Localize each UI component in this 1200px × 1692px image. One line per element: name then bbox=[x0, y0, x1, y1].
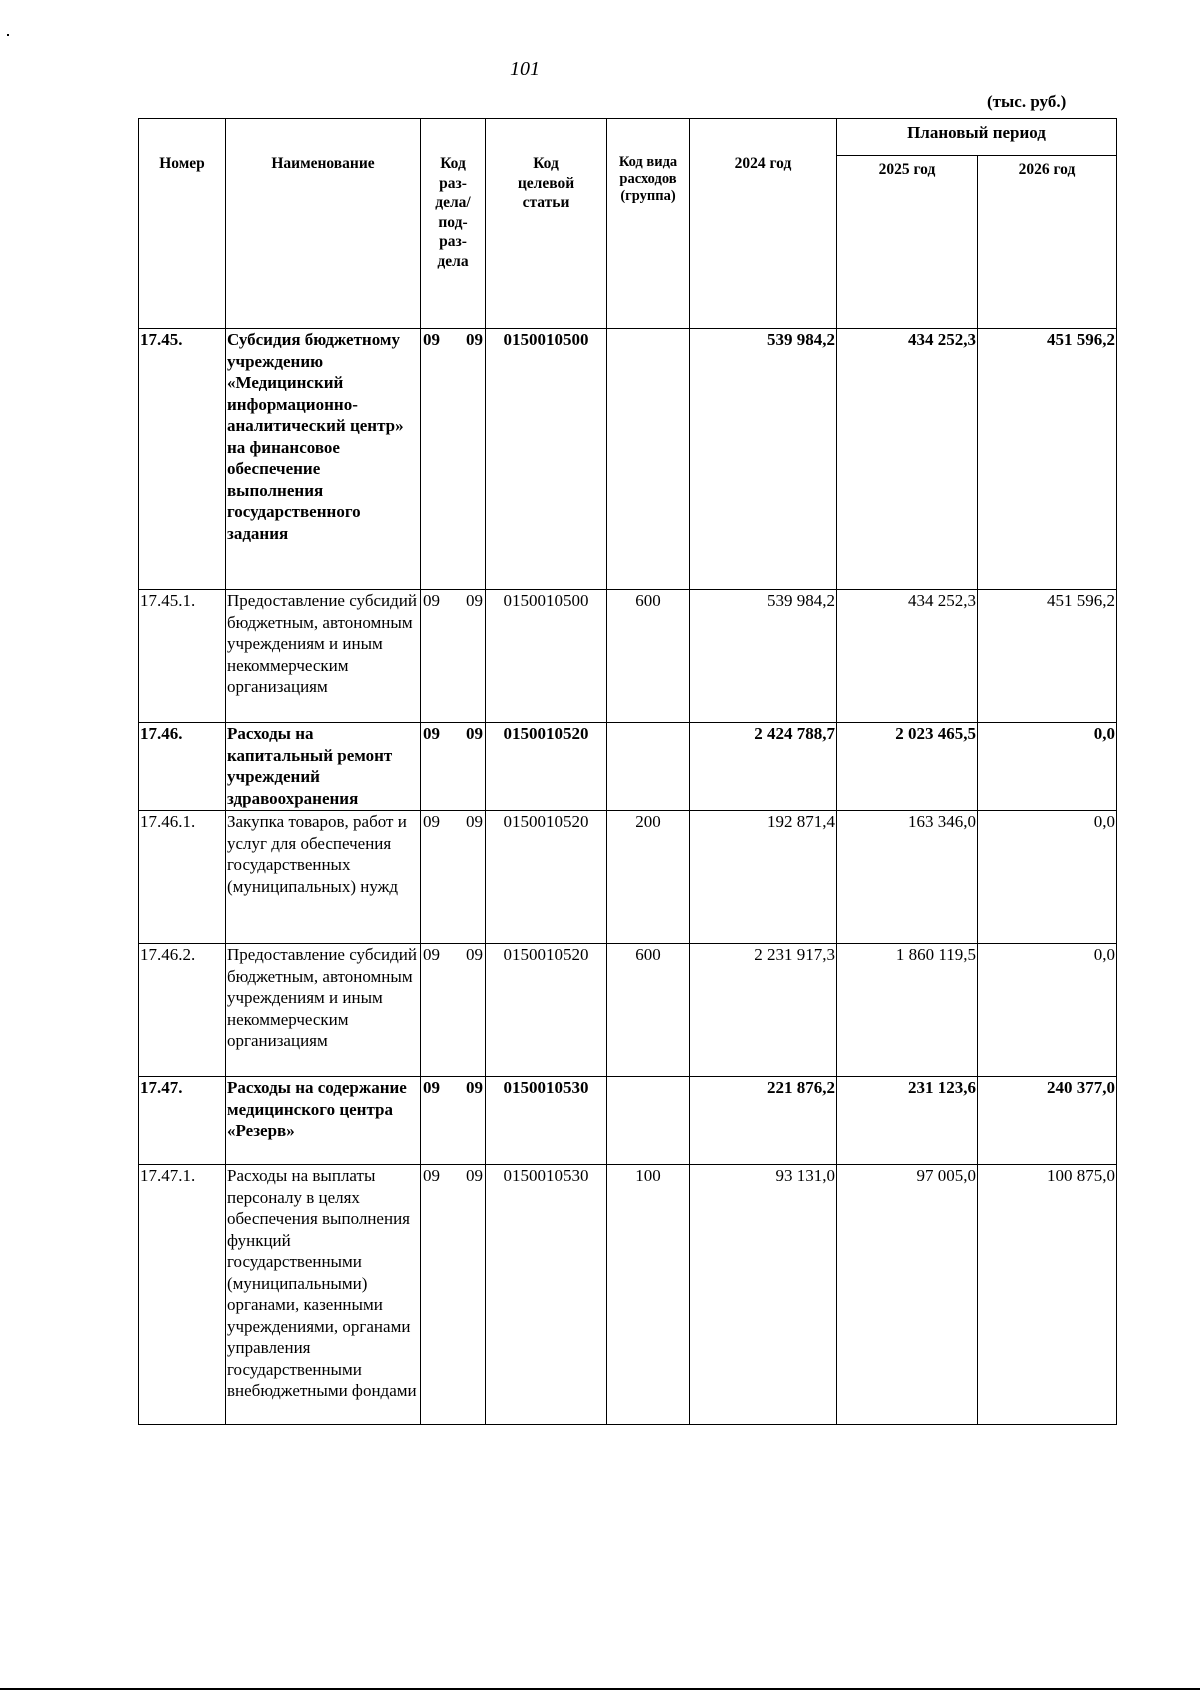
row-value-2025: 2 023 465,5 bbox=[837, 723, 978, 811]
row-target-code: 0150010520 bbox=[486, 723, 607, 811]
row-value-2024: 2 424 788,7 bbox=[690, 723, 837, 811]
row-expense-type: 600 bbox=[607, 590, 690, 723]
row-name: Расходы на содержание медицинского центра «Резерв» bbox=[226, 1077, 421, 1165]
table-row bbox=[139, 590, 1117, 723]
row-podrazdel: 09 bbox=[466, 1078, 483, 1097]
row-name: Расходы на капитальный ремонт учреждений здравоохранения bbox=[226, 723, 421, 811]
row-name: Расходы на выплаты персоналу в целях обеспечения выполнения функций государственными (муниципальными) органами, казенными учреждениями, органами управления государственными внебюджетными фондами bbox=[226, 1165, 421, 1425]
row-value-2024: 221 876,2 bbox=[690, 1077, 837, 1165]
row-number: 17.46.2. bbox=[139, 944, 226, 1077]
row-value-2026: 0,0 bbox=[978, 723, 1117, 811]
row-section-code bbox=[421, 1165, 486, 1425]
row-number: 17.47. bbox=[139, 1077, 226, 1165]
row-target-code: 0150010520 bbox=[486, 811, 607, 944]
row-expense-type bbox=[607, 723, 690, 811]
table-row bbox=[139, 811, 1117, 944]
row-expense-type: 100 bbox=[607, 1165, 690, 1425]
header-target-code: Код целевой статьи bbox=[486, 119, 607, 329]
table-row bbox=[139, 1165, 1117, 1425]
row-razdel: 09 bbox=[423, 724, 440, 743]
row-podrazdel: 09 bbox=[466, 591, 483, 610]
row-value-2024: 539 984,2 bbox=[690, 329, 837, 590]
page-number: 101 bbox=[510, 58, 540, 80]
row-target-code: 0150010530 bbox=[486, 1077, 607, 1165]
table-body bbox=[139, 329, 1117, 1425]
table-row bbox=[139, 723, 1117, 811]
budget-table bbox=[138, 118, 1117, 1425]
header-number: Номер bbox=[139, 119, 226, 329]
row-target-code: 0150010500 bbox=[486, 590, 607, 723]
row-value-2025: 1 860 119,5 bbox=[837, 944, 978, 1077]
bottom-rule bbox=[0, 1688, 1200, 1690]
row-section-code bbox=[421, 329, 486, 590]
table-row bbox=[139, 329, 1117, 590]
scan-dot bbox=[7, 34, 9, 36]
row-section-code bbox=[421, 811, 486, 944]
row-target-code: 0150010500 bbox=[486, 329, 607, 590]
header-row bbox=[139, 119, 1117, 156]
header-2024: 2024 год bbox=[690, 119, 837, 329]
row-value-2024: 93 131,0 bbox=[690, 1165, 837, 1425]
header-expense-type: Код вида расходов (группа) bbox=[607, 119, 690, 329]
header-2025: 2025 год bbox=[837, 156, 978, 329]
row-target-code: 0150010530 bbox=[486, 1165, 607, 1425]
row-value-2025: 163 346,0 bbox=[837, 811, 978, 944]
header-section-code: Код раз- дела/ под- раз- дела bbox=[421, 119, 486, 329]
row-value-2025: 231 123,6 bbox=[837, 1077, 978, 1165]
row-number: 17.46. bbox=[139, 723, 226, 811]
row-value-2026: 451 596,2 bbox=[978, 590, 1117, 723]
row-razdel: 09 bbox=[423, 330, 440, 349]
row-value-2026: 100 875,0 bbox=[978, 1165, 1117, 1425]
row-value-2024: 539 984,2 bbox=[690, 590, 837, 723]
header-name: Наименование bbox=[226, 119, 421, 329]
row-value-2025: 434 252,3 bbox=[837, 590, 978, 723]
row-number: 17.46.1. bbox=[139, 811, 226, 944]
row-value-2025: 97 005,0 bbox=[837, 1165, 978, 1425]
row-section-code bbox=[421, 723, 486, 811]
row-name: Субсидия бюджетному учреждению «Медицинский информационно-аналитический центр» на финансовое обеспечение выполнения государственного задания bbox=[226, 329, 421, 590]
row-expense-type: 600 bbox=[607, 944, 690, 1077]
row-value-2025: 434 252,3 bbox=[837, 329, 978, 590]
header-planned-period: Плановый период bbox=[837, 119, 1117, 156]
row-podrazdel: 09 bbox=[466, 945, 483, 964]
row-number: 17.45. bbox=[139, 329, 226, 590]
row-podrazdel: 09 bbox=[466, 1166, 483, 1185]
row-section-code bbox=[421, 944, 486, 1077]
row-expense-type bbox=[607, 329, 690, 590]
row-podrazdel: 09 bbox=[466, 724, 483, 743]
row-number: 17.47.1. bbox=[139, 1165, 226, 1425]
row-value-2026: 240 377,0 bbox=[978, 1077, 1117, 1165]
units-label: (тыс. руб.) bbox=[987, 92, 1067, 111]
row-section-code bbox=[421, 1077, 486, 1165]
row-podrazdel: 09 bbox=[466, 330, 483, 349]
row-name: Закупка товаров, работ и услуг для обеспечения государственных (муниципальных) нужд bbox=[226, 811, 421, 944]
row-razdel: 09 bbox=[423, 945, 440, 964]
row-name: Предоставление субсидий бюджетным, автономным учреждениям и иным некоммерческим организациям bbox=[226, 944, 421, 1077]
row-razdel: 09 bbox=[423, 591, 440, 610]
row-name: Предоставление субсидий бюджетным, автономным учреждениям и иным некоммерческим организациям bbox=[226, 590, 421, 723]
row-expense-type: 200 bbox=[607, 811, 690, 944]
row-expense-type bbox=[607, 1077, 690, 1165]
row-value-2026: 0,0 bbox=[978, 811, 1117, 944]
row-razdel: 09 bbox=[423, 1166, 440, 1185]
header-2026: 2026 год bbox=[978, 156, 1117, 329]
row-razdel: 09 bbox=[423, 812, 440, 831]
row-section-code bbox=[421, 590, 486, 723]
row-number: 17.45.1. bbox=[139, 590, 226, 723]
table-row bbox=[139, 944, 1117, 1077]
row-value-2026: 0,0 bbox=[978, 944, 1117, 1077]
table-row bbox=[139, 1077, 1117, 1165]
row-podrazdel: 09 bbox=[466, 812, 483, 831]
row-value-2024: 192 871,4 bbox=[690, 811, 837, 944]
row-target-code: 0150010520 bbox=[486, 944, 607, 1077]
row-value-2026: 451 596,2 bbox=[978, 329, 1117, 590]
row-value-2024: 2 231 917,3 bbox=[690, 944, 837, 1077]
row-razdel: 09 bbox=[423, 1078, 440, 1097]
